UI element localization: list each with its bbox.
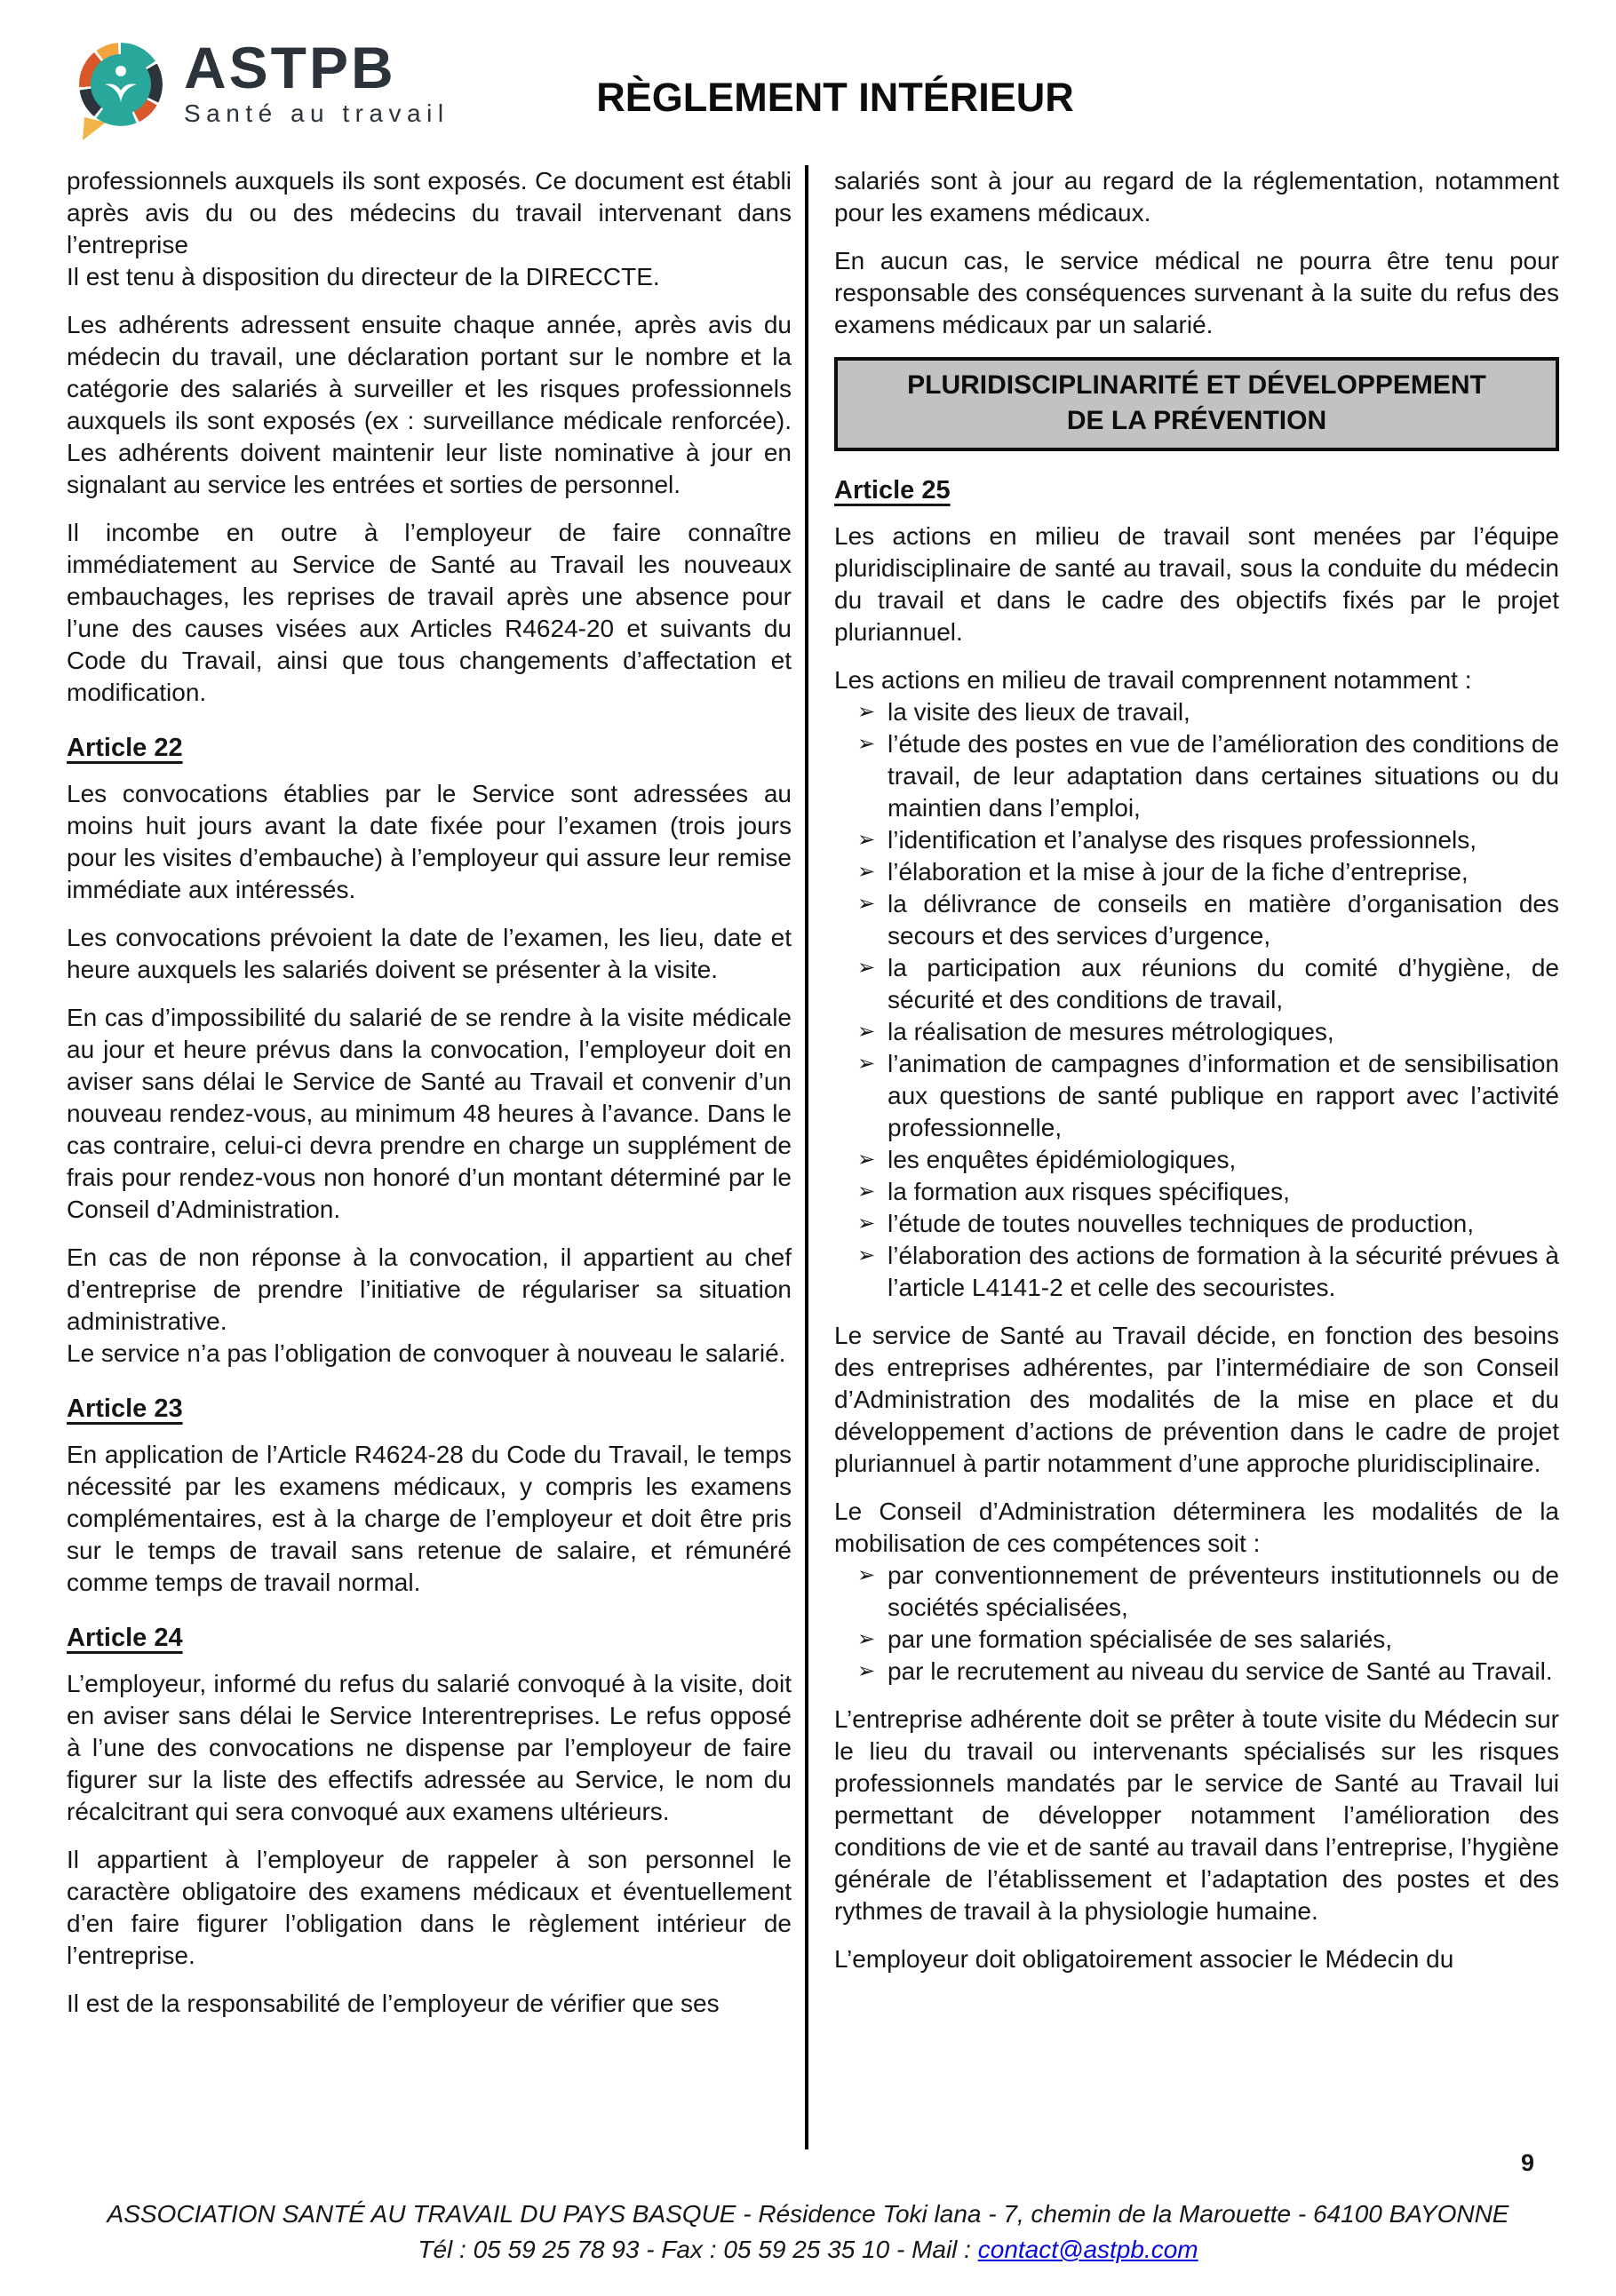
- list-item-text: par le recrutement au niveau du service de Santé au Travail.: [888, 1657, 1553, 1685]
- list-item-text: par conventionnement de préventeurs institutionnels ou de sociétés spécialisées,: [888, 1561, 1559, 1621]
- arrow-bullet-icon: ➢: [857, 1243, 876, 1267]
- paragraph: Le service de Santé au Travail décide, en fonction des besoins des entreprises adhérentes, par l’intermédiaire de son Conseil d’Administration des modalités de la mise en place et du développement d’actions de prévention dans le cadre de projet pluriannuel à partir notamment d’une approche pluridisciplinaire.: [834, 1322, 1559, 1477]
- paragraph: Les convocations prévoient la date de l’examen, les lieu, date et heure auxquels les salariés doivent se présenter à la visite.: [67, 924, 792, 983]
- footer-contact-line: [0, 2232, 1616, 2268]
- paragraph: Il incombe en outre à l’employeur de faire connaître immédiatement au Service de Santé au Travail les nouveaux embauchages, les reprises de travail après une absence pour l’une des causes visées aux Articles R4624-20 et suivants du Code du Travail, ainsi que tous changements d’affectation et modification.: [67, 519, 792, 706]
- arrow-bullet-icon: ➢: [857, 1627, 876, 1651]
- paragraph: L’employeur, informé du refus du salarié convoqué à la visite, doit en aviser sans délai le Service Interentreprises. Le refus opposé à l’une des convocations ne dispense par l’employeur de faire figurer sur la liste des effectifs adressée au Service, le nom du récalcitrant qui sera convoqué aux examens ultérieurs.: [67, 1670, 792, 1825]
- list-item: [834, 728, 1559, 824]
- actions-list: [834, 696, 1559, 1304]
- paragraph: En cas d’impossibilité du salarié de se rendre à la visite médicale au jour et heure prévus dans la convocation, l’employeur doit en aviser sans délai le Service de Santé au Travail et convenir d’un nouveau rendez-vous, au minimum 48 heures à l’avance. Dans le cas contraire, celui-ci devra prendre en charge un supplément de frais pour rendez-vous non honoré d’un montant déterminé par le Conseil d’Administration.: [67, 1004, 792, 1223]
- paragraph: En cas de non réponse à la convocation, il appartient au chef d’entreprise de prendre l’initiative de régulariser sa situation administrative.: [67, 1243, 792, 1335]
- list-item: [834, 1176, 1559, 1208]
- right-column: [834, 165, 1559, 2155]
- paragraph: professionnels auxquels ils sont exposés. Ce document est établi après avis du ou des médecins du travail intervenant dans l’entreprise: [67, 167, 792, 258]
- list-item-text: l’animation de campagnes d’information et de sensibilisation aux questions de santé publique en rapport avec l’activité professionnelle,: [888, 1050, 1559, 1141]
- article-25-heading: Article 25: [834, 476, 951, 504]
- section-title-box: [834, 357, 1559, 451]
- column-divider: [805, 165, 808, 2149]
- footer-address-line: ASSOCIATION SANTÉ AU TRAVAIL DU PAYS BASQUE - Résidence Toki lana - 7, chemin de la Marouette - 64100 BAYONNE: [107, 2200, 1509, 2228]
- paragraph: Il est de la responsabilité de l’employeur de vérifier que ses: [67, 1990, 720, 2017]
- list-item-text: la participation aux réunions du comité d’hygiène, de sécurité et des conditions de travail,: [888, 954, 1559, 1013]
- astpb-logo: [76, 36, 450, 144]
- list-item-text: par une formation spécialisée de ses salariés,: [888, 1625, 1393, 1653]
- list-item: [834, 856, 1559, 888]
- arrow-bullet-icon: ➢: [857, 732, 876, 756]
- list-item: [834, 1624, 1559, 1656]
- email-link[interactable]: contact@astpb.com: [977, 2236, 1198, 2263]
- section-title-line2: DE LA PRÉVENTION: [1066, 406, 1327, 435]
- arrow-bullet-icon: ➢: [857, 1020, 876, 1044]
- page-title: RÈGLEMENT INTÉRIEUR: [596, 75, 1074, 120]
- paragraph: salariés sont à jour au regard de la réglementation, notamment pour les examens médicaux.: [834, 167, 1559, 226]
- list-item-text: l’élaboration des actions de formation à la sécurité prévues à l’article L4141-2 et celle des secouristes.: [888, 1242, 1559, 1301]
- article-22-heading: Article 22: [67, 734, 183, 762]
- list-item: [834, 1240, 1559, 1304]
- section-title-line1: PLURIDISCIPLINARITÉ ET DÉVELOPPEMENT: [907, 370, 1486, 400]
- list-item-text: l’étude des postes en vue de l’amélioration des conditions de travail, de leur adaptation dans certaines situations ou du maintien dans l’emploi,: [888, 730, 1559, 822]
- paragraph: En application de l’Article R4624-28 du Code du Travail, le temps nécessité par les examens médicaux, y compris les examens complémentaires, est à la charge de l’employeur et doit être pris sur le temps de travail sans retenue de salaire, et rémunéré comme temps de travail normal.: [67, 1441, 792, 1596]
- paragraph: En aucun cas, le service médical ne pourra être tenu pour responsable des conséquences survenant à la suite du refus des examens médicaux par un salarié.: [834, 247, 1559, 338]
- list-item: [834, 952, 1559, 1016]
- list-item-text: la formation aux risques spécifiques,: [888, 1178, 1290, 1205]
- astpb-logo-icon: [76, 36, 168, 144]
- person-icon: [91, 54, 151, 115]
- paragraph: Les convocations établies par le Service sont adressées au moins huit jours avant la date fixée pour l’examen (trois jours pour les visites d’embauche) à l’employeur qui assure leur remise immédiate aux intéressés.: [67, 780, 792, 903]
- list-item: [834, 1208, 1559, 1240]
- list-item-text: l’étude de toutes nouvelles techniques de production,: [888, 1210, 1475, 1237]
- list-item-text: la délivrance de conseils en matière d’organisation des secours et des services d’urgence,: [888, 890, 1559, 949]
- list-item: [834, 1560, 1559, 1624]
- arrow-bullet-icon: ➢: [857, 700, 876, 724]
- arrow-bullet-icon: ➢: [857, 860, 876, 884]
- paragraph: Le Conseil d’Administration déterminera les modalités de la mobilisation de ces compétences soit :: [834, 1498, 1559, 1557]
- content-columns: [67, 165, 1563, 2155]
- paragraph: Les actions en milieu de travail comprennent notamment :: [834, 666, 1472, 694]
- article-24-heading: Article 24: [67, 1624, 183, 1652]
- list-item: [834, 824, 1559, 856]
- paragraph: Les actions en milieu de travail sont menées par l’équipe pluridisciplinaire de santé au travail, sous la conduite du médecin du travail et dans le cadre des objectifs fixés par le projet pluriannuel.: [834, 522, 1559, 646]
- list-item-text: la réalisation de mesures métrologiques,: [888, 1018, 1334, 1045]
- list-item-text: l’élaboration et la mise à jour de la fiche d’entreprise,: [888, 858, 1469, 886]
- list-item: [834, 888, 1559, 952]
- paragraph: Les adhérents adressent ensuite chaque année, après avis du médecin du travail, une déclaration portant sur le nombre et la catégorie des salariés à surveiller et les risques professionnels auxquels ils sont exposés (ex : surveillance médicale renforcée). Les adhérents doivent maintenir leur liste nominative à jour en signalant au service les entrées et sorties de personnel.: [67, 311, 792, 498]
- paragraph: Il est tenu à disposition du directeur de la DIRECCTE.: [67, 263, 660, 290]
- list-item: [834, 1144, 1559, 1176]
- arrow-bullet-icon: ➢: [857, 1052, 876, 1076]
- brand-name: ASTPB: [184, 35, 396, 100]
- left-column: [67, 165, 792, 2155]
- arrow-bullet-icon: ➢: [857, 1212, 876, 1235]
- list-item: [834, 696, 1559, 728]
- article-23-heading: Article 23: [67, 1394, 183, 1423]
- arrow-bullet-icon: ➢: [857, 1180, 876, 1204]
- list-item: [834, 1048, 1559, 1144]
- arrow-bullet-icon: ➢: [857, 892, 876, 916]
- logo-text: [184, 36, 450, 128]
- page-number: 9: [1520, 2149, 1534, 2176]
- modalities-list: [834, 1560, 1559, 1688]
- paragraph: L’entreprise adhérente doit se prêter à toute visite du Médecin sur le lieu du travail ou intervenants spécialisés sur les risques professionnels mandatés par le service de Santé au Travail lui permettant de développer notamment l’amélioration des conditions de vie et de santé au travail dans l’entreprise, l’hygiène générale de l’établissement et l’adaptation des postes et des rythmes de travail à la physiologie humaine.: [834, 1705, 1559, 1925]
- arrow-bullet-icon: ➢: [857, 1148, 876, 1172]
- footer-contact-prefix: Tél : 05 59 25 78 93 - Fax : 05 59 25 35 10 - Mail :: [418, 2236, 978, 2263]
- paragraph: Il appartient à l’employeur de rappeler à son personnel le caractère obligatoire des examens médicaux et éventuellement d’en faire figurer l’obligation dans le règlement intérieur de l’entreprise.: [67, 1846, 792, 1969]
- paragraph: Le service n’a pas l’obligation de convoquer à nouveau le salarié.: [67, 1339, 786, 1367]
- arrow-bullet-icon: ➢: [857, 1659, 876, 1683]
- list-item-text: les enquêtes épidémiologiques,: [888, 1146, 1237, 1173]
- list-item-text: la visite des lieux de travail,: [888, 698, 1190, 726]
- arrow-bullet-icon: ➢: [857, 956, 876, 980]
- arrow-bullet-icon: ➢: [857, 1563, 876, 1587]
- list-item: [834, 1016, 1559, 1048]
- list-item-text: l’identification et l’analyse des risques professionnels,: [888, 826, 1477, 854]
- list-item: [834, 1656, 1559, 1688]
- footer: [0, 2197, 1616, 2268]
- brand-tagline: Santé au travail: [184, 99, 450, 127]
- arrow-bullet-icon: ➢: [857, 828, 876, 852]
- paragraph: L’employeur doit obligatoirement associer le Médecin du: [834, 1945, 1454, 1973]
